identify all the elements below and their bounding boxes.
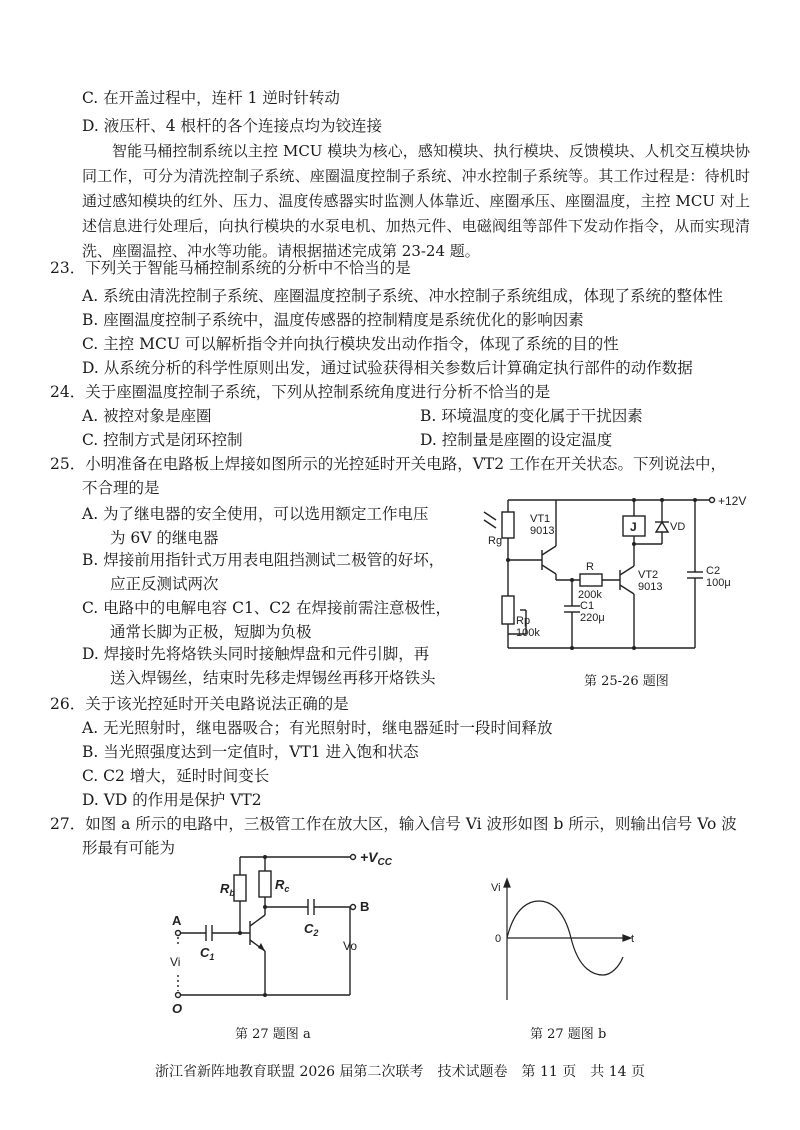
q25-option-b-cont: 应正反测试两次 <box>110 575 219 593</box>
node-a-label: A <box>172 913 182 928</box>
vo-label: Vo <box>343 939 358 953</box>
rc-subscript: c <box>284 884 290 894</box>
c2-value-label: 100μ <box>706 577 731 589</box>
vcc-subscript: CC <box>377 857 392 868</box>
vcc-label: +V <box>360 849 378 865</box>
vt2-label: VT2 <box>638 569 659 581</box>
svg-text:Rc <box>275 877 289 894</box>
wave-origin-label: 0 <box>495 933 502 945</box>
r-label: R <box>586 561 594 573</box>
q26-option-c: C. C2 增大，延时时间变长 <box>82 767 270 785</box>
node-b-label: B <box>360 899 370 914</box>
svg-text:Rb <box>220 881 235 898</box>
q26-option-d: D. VD 的作用是保护 VT2 <box>82 791 262 809</box>
svg-text:C2 <box>304 921 318 938</box>
prev-option-d: D. 液压杆、4 根杆的各个连接点均为铰连接 <box>82 117 383 135</box>
q24-stem: 24．关于座圈温度控制子系统，下列从控制系统角度进行分析不恰当的是 <box>50 383 551 401</box>
r-value-label: 200k <box>578 589 602 601</box>
rp-value-label: 100k <box>516 627 540 639</box>
c2-label: C2 <box>706 565 721 577</box>
rg-label: Rg <box>488 535 503 547</box>
q24-option-c: C. 控制方式是闭环控制 <box>82 431 243 449</box>
q26-option-b: B. 当光照强度达到一定值时，VT1 进入饱和状态 <box>82 743 419 761</box>
vd-label: VD <box>670 521 686 533</box>
rp-label: Rp <box>516 615 531 627</box>
vcc-label: +12V <box>718 494 747 508</box>
q24-option-a: A. 被控对象是座圈 <box>82 407 212 425</box>
q27-stem: 27．如图 a 所示的电路中，三极管工作在放大区，输入信号 Vi 波形如图 b 所示，则输出信号 Vo 波 <box>50 815 737 833</box>
circuit-25-caption: 第 25-26 题图 <box>584 674 669 689</box>
q26-stem: 26．关于该光控延时开关电路说法正确的是 <box>50 695 349 713</box>
q25-option-a-cont: 为 6V 的继电器 <box>110 529 219 547</box>
q24-option-d: D. 控制量是座圈的设定温度 <box>420 431 613 449</box>
q25-option-c-cont: 通常长脚为正极，短脚为负极 <box>110 623 312 641</box>
c1-subscript: 1 <box>209 952 215 962</box>
rb-subscript: b <box>229 888 235 898</box>
page-footer: 浙江省新阵地教育联盟 2026 届第二次联考 技术试题卷 第 11 页 共 14 页 <box>155 1064 645 1080</box>
vi-label: Vi <box>170 955 181 969</box>
amplifier-circuit-diagram <box>160 845 420 1020</box>
wave-xlabel: t <box>631 933 635 945</box>
q25-option-b: B. 焊接前用指针式万用表电阻挡测试二极管的好坏， <box>82 551 445 569</box>
q23-option-d: D. 从系统分析的科学性原则出发，通过试验获得相关参数后计算确定执行部件的动作数据 <box>82 359 693 377</box>
q25-option-d: D. 焊接时先将烙铁头同时接触焊盘和元件引脚，再 <box>82 645 430 663</box>
q23-option-c: C. 主控 MCU 可以解析指令并向执行模块发出动作指令，体现了系统的目的性 <box>82 335 619 353</box>
q26-option-a: A. 无光照射时，继电器吸合；有光照射时，继电器延时一段时间释放 <box>82 719 553 737</box>
vt1-label: VT1 <box>530 513 551 525</box>
c2-label: C <box>304 921 314 936</box>
vt1-model-label: 9013 <box>530 525 555 537</box>
wave-ylabel: Vi <box>491 882 501 894</box>
q23-option-a: A. 系统由清洗控制子系统、座圈温度控制子系统、冲水控制子系统组成，体现了系统的整体性 <box>82 287 724 305</box>
vt2-model-label: 9013 <box>638 581 663 593</box>
input-waveform-diagram <box>485 875 645 1010</box>
c1-label: C1 <box>580 600 595 612</box>
svg-text:+VCC <box>360 849 393 868</box>
q23-option-b: B. 座圈温度控制子系统中，温度传感器的控制精度是系统优化的影响因素 <box>82 311 584 329</box>
q23-stem: 23．下列关于智能马桶控制系统的分析中不恰当的是 <box>50 259 411 277</box>
q25-option-d-cont: 送入焊锡丝，结束时先移走焊锡丝再移开烙铁头 <box>110 669 436 687</box>
rb-label: R <box>220 881 230 896</box>
q25-option-c: C. 电路中的电解电容 C1、C2 在焊接前需注意极性， <box>82 599 451 617</box>
c1-value-label: 220μ <box>580 612 605 624</box>
intro-paragraph: 智能马桶控制系统以主控 MCU 模块为核心，感知模块、执行模块、反馈模块、人机交互模块协同工作，可分为清洗控制子系统、座圈温度控制子系统、冲水控制子系统等。其工作过程是：待机时通过感知模块的红外、压力、温度传感器实时监测人体靠近、座圈承压、座圈温度，主控 MCU 对上述信息进行处理后，向执行模块的水泵电机、加热元件、电磁阀组等部件下发动作指令，从而实现清洗、座圈温控、冲水等功能。请根据描述完成第 23-24 题。 <box>82 142 750 260</box>
relay-label: J <box>630 520 637 534</box>
node-o-label: O <box>172 1001 183 1016</box>
c2-subscript: 2 <box>313 928 319 938</box>
q24-option-b: B. 环境温度的变化属于干扰因素 <box>420 407 643 425</box>
c1-label: C <box>200 945 210 960</box>
circuit-27a-caption: 第 27 题图 a <box>235 1027 311 1042</box>
prev-option-c: C. 在开盖过程中，连杆 1 逆时针转动 <box>82 89 340 107</box>
q25-option-a: A. 为了继电器的安全使用，可以选用额定工作电压 <box>82 505 429 523</box>
light-delay-circuit-diagram <box>480 488 760 668</box>
q25-stem: 25．小明准备在电路板上焊接如图所示的光控延时开关电路，VT2 工作在开关状态。下列说法中， <box>50 455 727 473</box>
svg-text:C1 <box>200 945 214 962</box>
q27-stem-cont: 形最有可能为 <box>82 839 176 857</box>
wave-27b-caption: 第 27 题图 b <box>530 1027 607 1042</box>
rc-label: R <box>275 877 285 892</box>
q25-stem-cont: 不合理的是 <box>82 479 160 497</box>
